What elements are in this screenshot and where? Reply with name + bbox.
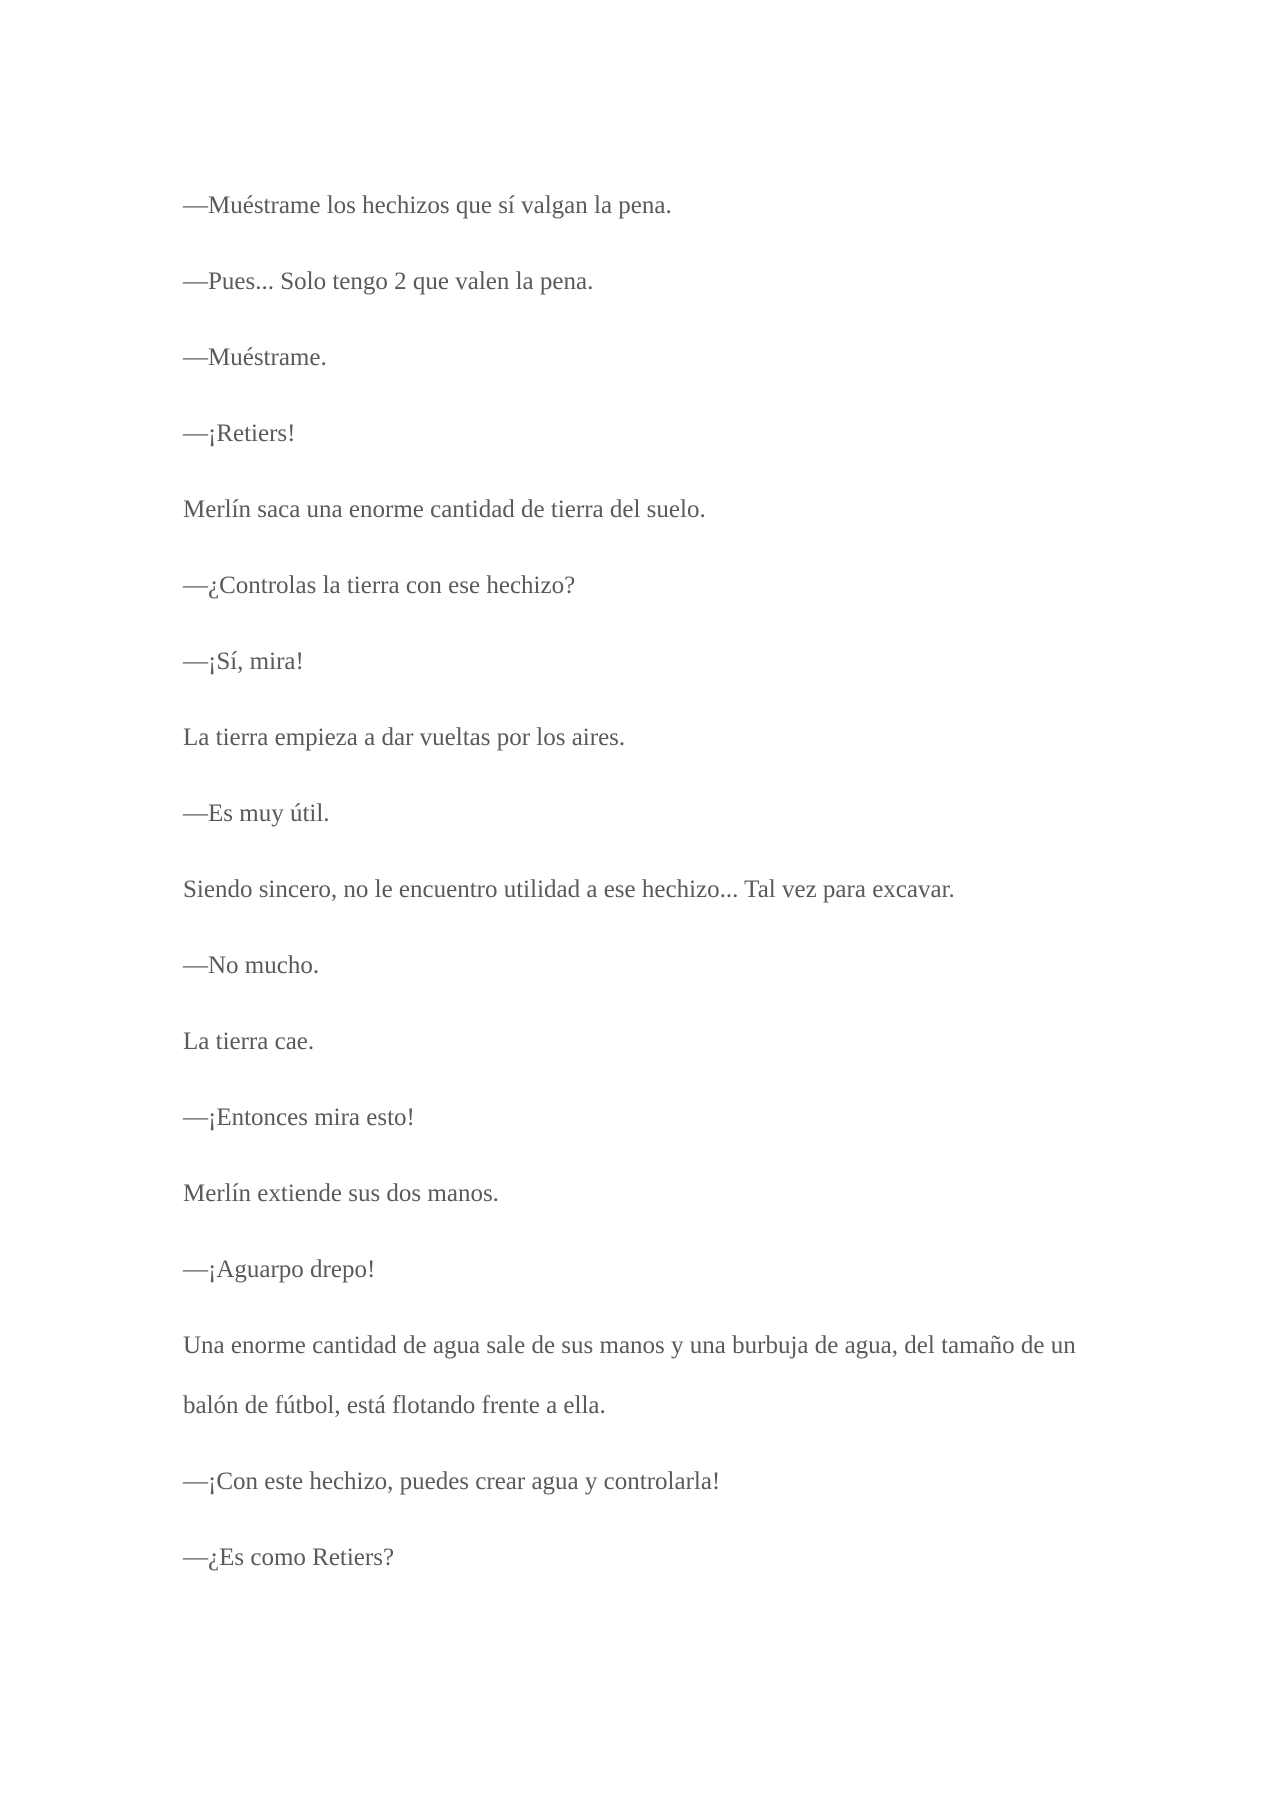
paragraph: La tierra empieza a dar vueltas por los aires. xyxy=(183,724,626,751)
paragraph: —¡Con este hechizo, puedes crear agua y controlarla! xyxy=(183,1468,721,1495)
paragraph: —Muéstrame los hechizos que sí valgan la pena. xyxy=(183,192,672,219)
paragraph: Merlín extiende sus dos manos. xyxy=(183,1180,499,1207)
paragraph: —Muéstrame. xyxy=(183,344,327,371)
paragraph: —¡Sí, mira! xyxy=(183,648,304,675)
paragraph: Merlín saca una enorme cantidad de tierra del suelo. xyxy=(183,496,706,523)
paragraph: —¡Entonces mira esto! xyxy=(183,1104,415,1131)
paragraph: —No mucho. xyxy=(183,952,320,979)
paragraph: —Pues... Solo tengo 2 que valen la pena. xyxy=(183,268,594,295)
paragraph: —¡Retiers! xyxy=(183,420,296,447)
paragraph: —¡Aguarpo drepo! xyxy=(183,1256,376,1283)
paragraph: —Es muy útil. xyxy=(183,800,330,827)
paragraph: La tierra cae. xyxy=(183,1028,315,1055)
document-body xyxy=(183,176,1098,1604)
paragraph: —¿Es como Retiers? xyxy=(183,1544,395,1571)
paragraph: —¿Controlas la tierra con ese hechizo? xyxy=(183,572,576,599)
paragraph: Una enorme cantidad de agua sale de sus manos y una burbuja de agua, del tamaño de un balón de fútbol, está flotando frente a ella. xyxy=(183,1332,1076,1419)
paragraph: Siendo sincero, no le encuentro utilidad a ese hechizo... Tal vez para excavar. xyxy=(183,876,955,903)
